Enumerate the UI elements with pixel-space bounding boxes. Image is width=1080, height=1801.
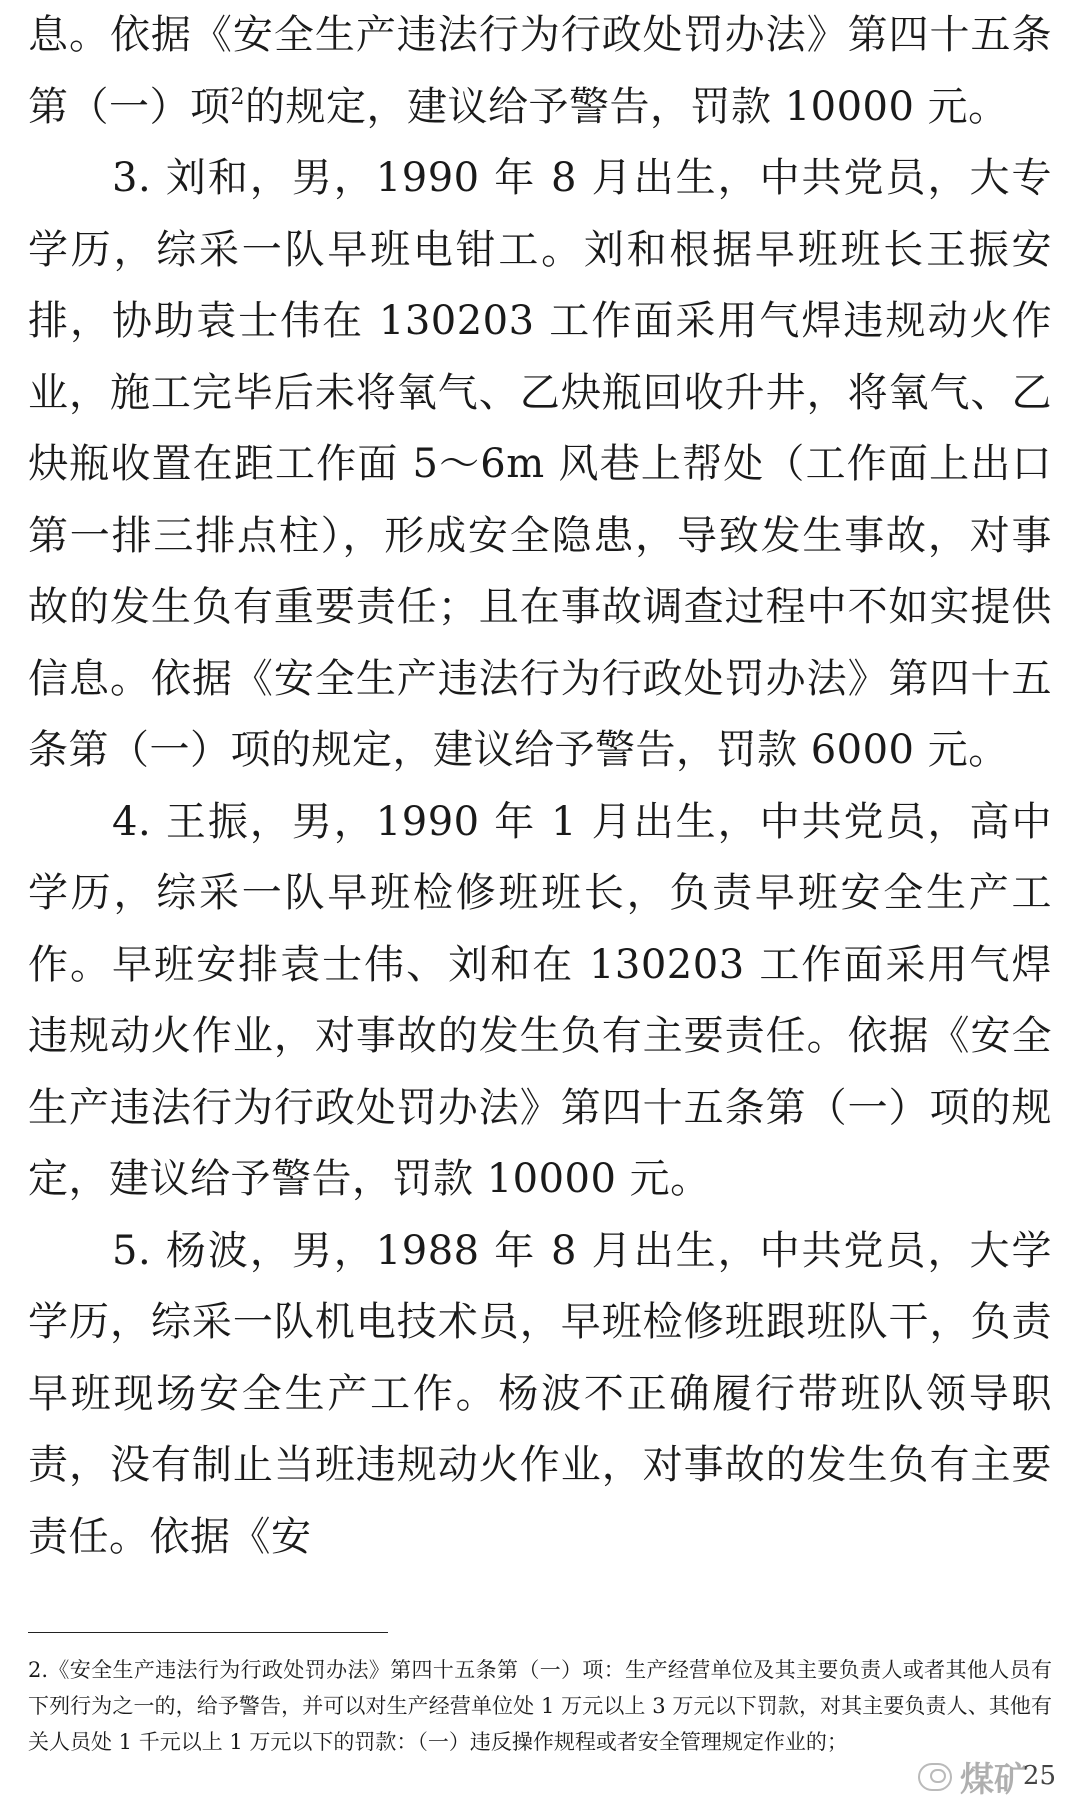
- footnote: 2.《安全生产违法行为行政处罚办法》第四十五条第（一）项：生产经营单位及其主要负责人或者其他人员有下列行为之一的，给予警告，并可以对生产经营单位处 1 万元以上 3 万元以下罚款，对其主要负责人、其他有关人员处 1 千元以上 1 万元以下的罚款：（一）违反操作规程或者安全管理规定作业的；: [28, 1658, 1052, 1754]
- paragraph-liu-he: 3. 刘和，男，1990 年 8 月出生，中共党员，大专学历，综采一队早班电钳工。刘和根据早班班长王振安排，协助袁士伟在 130203 工作面采用气焊违规动火作业，施工完毕后未将氧气、乙炔瓶回收升井，将氧气、乙炔瓶收置在距工作面 5～6m 风巷上帮处（工作面上出口第一排三排点柱），形成安全隐患，导致发生事故，对事故的发生负有重要责任；且在事故调查过程中不如实提供信息。依据《安全生产违法行为行政处罚办法》第四十五条第（一）项的规定，建议给予警告，罚款 6000 元。: [28, 155, 1052, 773]
- watermark-text: 煤矿: [960, 1760, 1028, 1800]
- wechat-icon: [918, 1763, 952, 1791]
- paragraph-wang-zhen: 4. 王振，男，1990 年 1 月出生，中共党员，高中学历，综采一队早班检修班班长，负责早班安全生产工作。早班安排袁士伟、刘和在 130203 工作面采用气焊违规动火作业，对事故的发生负有主要责任。依据《安全生产违法行为行政处罚办法》第四十五条第（一）项的规定，建议给予警告，罚款 10000 元。: [28, 798, 1052, 1202]
- page-number: 25: [1022, 1761, 1056, 1791]
- watermark: [918, 1752, 1028, 1801]
- paragraph-tail: 的规定，建议给予警告，罚款 10000 元。: [245, 83, 1009, 130]
- footnote-marker: 2: [230, 84, 245, 110]
- paragraph-continuation: [28, 0, 1052, 143]
- footnote-divider: [28, 1632, 388, 1633]
- paragraph-text: 息。依据《安全生产违法行为行政处罚办法》第四十五条第（一）项: [28, 12, 1052, 130]
- paragraph-yang-bo: 5. 杨波，男，1988 年 8 月出生，中共党员，大学学历，综采一队机电技术员，早班检修班跟班队干，负责早班现场安全生产工作。杨波不正确履行带班队领导职责，没有制止当班违规动火作业，对事故的发生负有主要责任。依据《安: [28, 1227, 1052, 1560]
- body-text: [28, 0, 1052, 1573]
